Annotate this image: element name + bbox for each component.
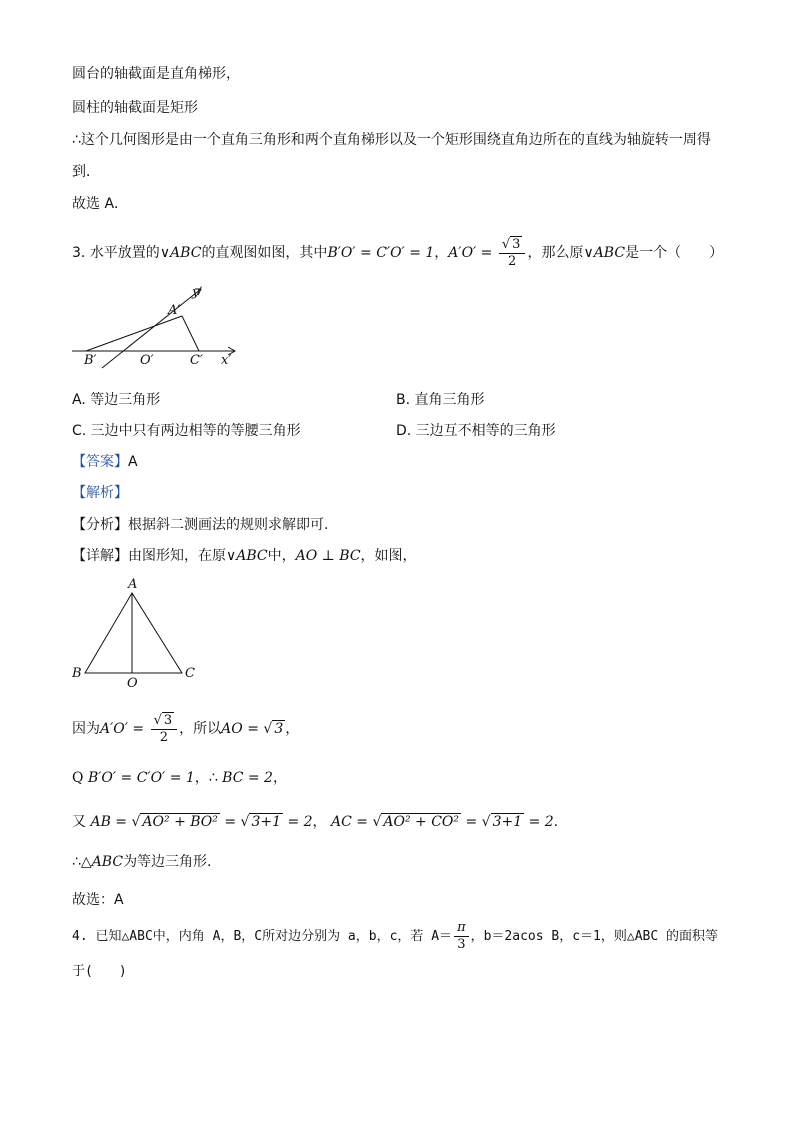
option-a[interactable]: A. 等边三角形 — [72, 392, 161, 408]
label-c-prime: C′ — [190, 353, 203, 368]
s2-text-b: ， — [272, 770, 287, 786]
label-c: C — [185, 666, 195, 681]
xiangjie-text-b: 中， — [267, 548, 296, 564]
fenxi-text: 根据斜二测画法的规则求解即可. — [128, 517, 329, 533]
line-conclusion-end: 到． — [72, 164, 100, 180]
line-conclusion: ∴这个几何图形是由一个直角三角形和两个直角梯形以及一个矩形围绕直角边所在的直线为轴旋转一周得 — [72, 132, 711, 148]
step-5: 故选：A — [72, 892, 124, 908]
original-triangle-figure — [70, 576, 210, 690]
s4-therefore: ∴△ — [72, 854, 92, 870]
q3-text-d: 是一个（ ） — [625, 245, 724, 261]
s3-ab: AB = — [90, 814, 128, 830]
s3-rad3: AO² + CO² — [383, 814, 460, 830]
xiangjie-text-c: ，如图， — [360, 548, 417, 564]
expr-bo-co: B′O′ = C′O′ = 1 — [327, 245, 435, 261]
xiangjie-triangle: ∨ABC — [226, 548, 268, 564]
step-2 — [72, 768, 287, 788]
q3-text-a: 水平放置的 — [89, 245, 160, 261]
label-a: A — [128, 577, 138, 592]
s1-sqrt3b: 3 — [274, 721, 284, 737]
triangle-abc: ∨ABC — [159, 245, 202, 261]
line-cylinder-section: 圆柱的轴截面是矩形 — [72, 100, 198, 116]
s3-comma: ， — [312, 814, 327, 830]
s3-rad4: 3+1 — [492, 814, 523, 830]
xiangjie-label: 【详解】 — [72, 548, 128, 564]
s1-text-c: ， — [285, 721, 300, 737]
denominator-2: 2 — [508, 254, 517, 269]
q4-num: π — [454, 920, 469, 937]
s1-expr: A′O′ = — [100, 721, 145, 737]
s1-den: 2 — [159, 730, 169, 745]
line-choose-a: 故选 A． — [72, 196, 129, 212]
option-c[interactable]: C. 三边中只有两边相等的等腰三角形 — [72, 423, 301, 439]
label-o-prime: O′ — [140, 353, 154, 368]
question-number: 3. — [72, 245, 86, 261]
label-b: B — [72, 666, 82, 681]
xiangjie-line — [72, 546, 417, 566]
label-x-prime: x′ — [221, 353, 232, 368]
s4-tri: ABC — [91, 854, 124, 870]
q3-comma: ， — [434, 245, 449, 261]
q3-text-b: 的直观图如图，其中 — [201, 245, 328, 261]
line-frustum-section: 圆台的轴截面是直角梯形， — [72, 66, 240, 82]
s3-you: 又 — [72, 814, 86, 830]
s3-rad2: 3+1 — [251, 814, 281, 830]
s3-ac: AC = — [331, 814, 369, 830]
option-b[interactable]: B. 直角三角形 — [396, 392, 485, 408]
s2-q: Q — [72, 770, 84, 786]
s1-text-b: ，所以 — [179, 721, 222, 737]
s2-expr: B′O′ = C′O′ = 1 — [87, 770, 195, 786]
q4-text-b: ，b＝2acos B，c＝1，则△ABC 的面积等 — [470, 929, 719, 944]
s1-fraction: $\frac{√ 3}{2}$ — [151, 712, 178, 746]
s3-eq3: = — [465, 814, 478, 830]
label-o: O — [127, 676, 138, 690]
question-4-line2: 于( ) — [72, 964, 127, 979]
expr-ao: A′O′ = — [448, 245, 493, 261]
fenxi-line — [72, 515, 328, 535]
label-a-prime: A′ — [168, 303, 181, 318]
step-3: 又 AB = √ AO² + BO² = √ 3+1 = 2， AC = √ AO² + CO² = √ 3+1 = 2. — [72, 814, 559, 830]
fenxi-label: 【分析】 — [72, 517, 128, 533]
option-d[interactable]: D. 三边互不相等的三角形 — [396, 423, 556, 439]
s3-eq1: = — [224, 814, 237, 830]
xiangjie-text-a: 由图形知，在原 — [128, 548, 226, 564]
s2-expr2: BC = 2 — [222, 770, 273, 786]
s1-expr2: AO = — [221, 721, 259, 737]
triangle-abc-2: ∨ABC — [583, 245, 626, 261]
label-y-prime: y′ — [192, 285, 203, 300]
xiangjie-perp-expr: AO ⊥ BC — [295, 548, 361, 564]
label-b-prime: B′ — [84, 353, 97, 368]
q4-fraction-pi-3 — [454, 920, 469, 953]
step-1: 因为A′O′ = $\frac{√ 3}{2}$ ，所以AO = √ 3 ， — [72, 713, 300, 745]
answer-line — [72, 452, 138, 472]
oblique-view-figure — [68, 280, 248, 370]
s3-eq4: = 2. — [528, 814, 559, 830]
s2-text: ，∴ — [194, 770, 218, 786]
analysis-line: 【解析】 — [72, 485, 128, 501]
q3-text-c: ，那么原 — [527, 245, 584, 261]
question-3-stem — [72, 236, 723, 270]
answer-label: 【答案】 — [72, 454, 128, 470]
fraction-sqrt3-over-2: $\frac{√ 3}{2}$ — [499, 236, 526, 270]
s4-text: 为等边三角形. — [123, 854, 212, 870]
s1-text-a: 因为 — [72, 721, 100, 737]
step-4 — [72, 852, 212, 872]
q4-text-a: 4. 已知△ABC中，内角 A，B，C所对边分别为 a，b，c，若 A＝ — [72, 929, 453, 944]
s3-rad1: AO² + BO² — [142, 814, 218, 830]
sqrt-3: 3 — [512, 237, 521, 252]
s1-sqrt3: 3 — [163, 713, 173, 728]
answer-value: A — [128, 454, 138, 470]
q4-den: 3 — [457, 937, 466, 952]
s3-eq2: = 2 — [287, 814, 313, 830]
question-4-stem — [72, 920, 718, 954]
